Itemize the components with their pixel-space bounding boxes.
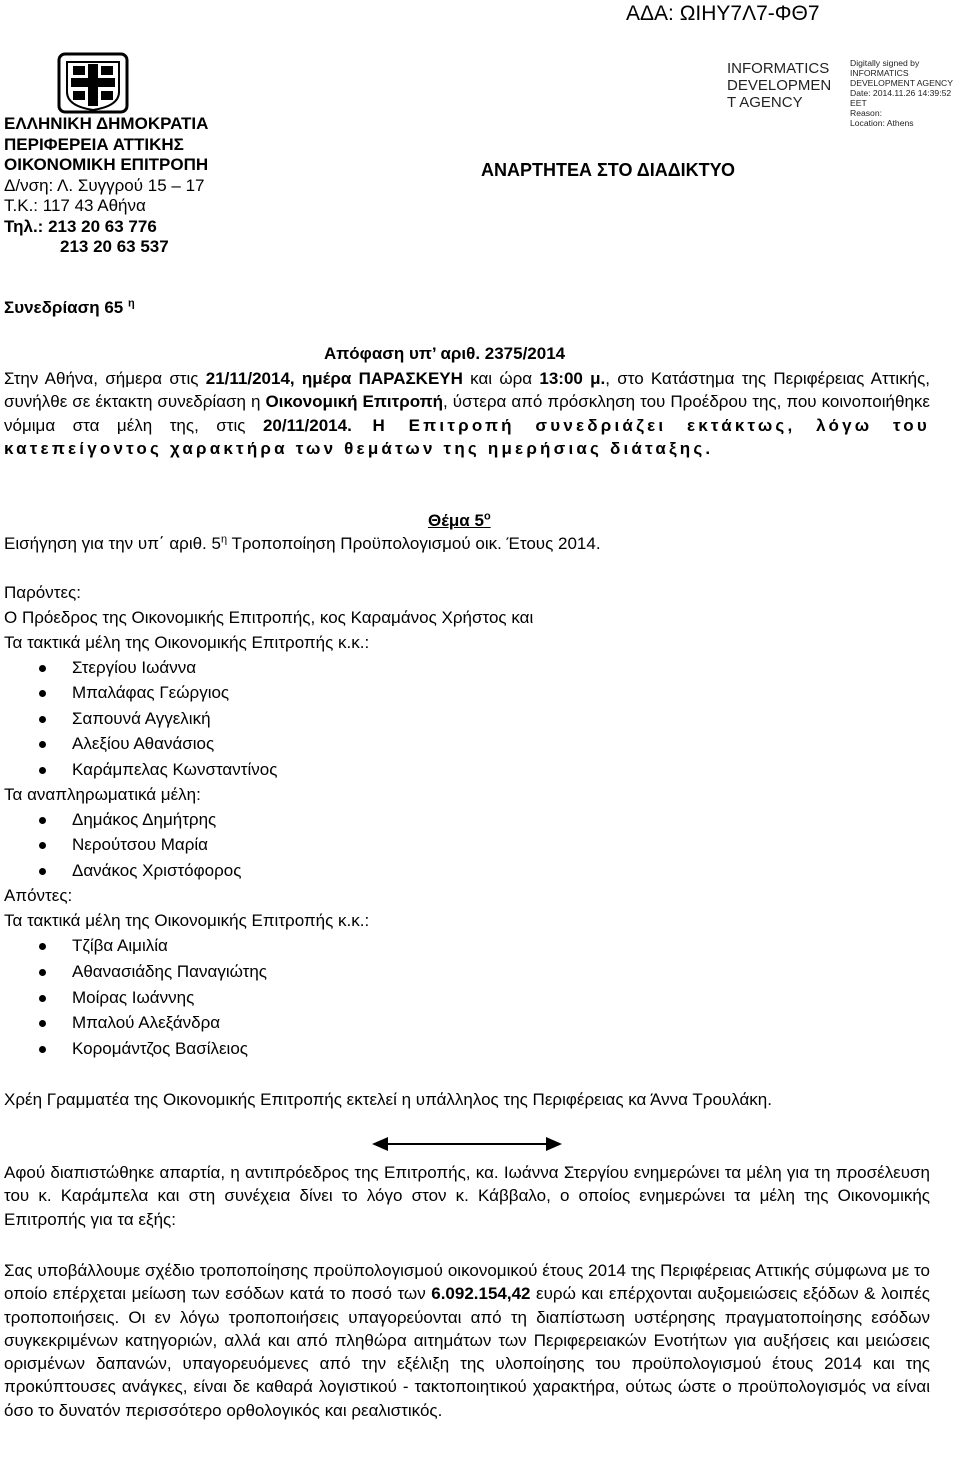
body-amount: 6.092.154,42 xyxy=(431,1284,531,1304)
session-sup: η xyxy=(128,297,135,310)
issuer-line: 213 20 63 537 xyxy=(60,237,169,256)
bullet-icon xyxy=(39,741,46,748)
body-text: Σας υποβάλλουμε σχέδιο τροποποίησης προϋπολογισμού οικονομικού έτους 2014 της Περιφέρειας Αττικής σύμφωνα με το οποίο επέρχεται μείωση των εσόδων κατά το ποσό των xyxy=(4,1261,930,1304)
member-name: Αθανασιάδης Παναγιώτης xyxy=(72,962,267,981)
proposal-text: Εισήγηση για την υπ΄ αριθ. 5 xyxy=(4,534,221,553)
topic-title xyxy=(428,511,491,531)
quorum-paragraph: Αφού διαπιστώθηκε απαρτία, η αντιπρόεδρος της Επιτροπής, κα. Ιωάννα Στεργίου ενημερώνει τα μέλη για τη προσέλευση του κ. Καράμπελα και στη συνέχεια δίνει το λόγο στον κ. Κάββαλο, ο οποίος ενημερώνει τα μέλη της Οικονομικής Επιτροπής για τα εξής: xyxy=(4,1163,930,1229)
proposal-sup: η xyxy=(220,533,228,546)
signature-line: DEVELOPMENT AGENCY xyxy=(850,78,953,88)
issuer-line: ΠΕΡΙΦΕΡΕΙΑ ΑΤΤΙΚΗΣ xyxy=(4,134,184,154)
present-label: Παρόντες: xyxy=(4,583,81,602)
bullet-icon xyxy=(39,995,46,1002)
issuer-line: ΕΛΛΗΝΙΚΗ ΔΗΜΟΚΡΑΤΙΑ xyxy=(4,114,209,133)
intro-text: , ύστερα από πρόσκληση του Προέδρου της, που κοινοποιήθηκε νόμιμα στα μέλη της, στις xyxy=(4,392,930,435)
issuer-line: Τηλ.: 213 20 63 776 xyxy=(4,216,157,236)
alternate-members-label: Τα αναπληρωματικά μέλη: xyxy=(4,785,201,804)
issuer-line: ΟΙΚΟΝΟΜΙΚΗ ΕΠΙΤΡΟΠΗ xyxy=(4,155,209,174)
signature-line: Location: Athens xyxy=(850,118,914,128)
member-name: Στεργίου Ιωάννα xyxy=(72,658,197,677)
issuer-line: Δ/νση: Λ. Συγγρού 15 – 17 xyxy=(4,175,205,195)
signature-line: Reason: xyxy=(850,108,883,118)
bullet-icon xyxy=(39,969,46,976)
session-label: Συνεδρίαση 65 xyxy=(4,298,124,317)
member-name: Μπαλού Αλεξάνδρα xyxy=(72,1013,221,1032)
bullet-icon xyxy=(39,767,46,774)
member-name: Μπαλάφας Γεώργιος xyxy=(72,683,230,702)
session-number xyxy=(4,298,135,318)
intro-text: , στο Κατάστημα της Περιφέρειας Αττικής, συνήλθε σε έκτακτη συνεδρίαση η xyxy=(4,369,931,412)
member-name: Δανάκος Χριστόφορος xyxy=(72,861,242,880)
topic-sup: ο xyxy=(483,510,491,523)
greek-coat-of-arms-icon xyxy=(57,52,129,114)
signature-line: Digitally signed by xyxy=(850,58,920,68)
absent-label: Απόντες: xyxy=(4,886,73,905)
bullet-icon xyxy=(39,842,46,849)
signature-line: INFORMATICS xyxy=(850,68,909,78)
signature-agency xyxy=(727,60,831,111)
intro-text: και ώρα xyxy=(462,369,540,388)
double-arrow-divider-icon xyxy=(372,1137,562,1151)
intro-text: Στην Αθήνα, σήμερα στις xyxy=(4,369,206,388)
chair-line: Ο Πρόεδρος της Οικονομικής Επιτροπής, κος Καραμάνος Χρήστος και xyxy=(4,608,534,627)
agency-line: T AGENCY xyxy=(727,94,803,111)
issuer-line: Τ.Κ.: 117 43 Αθήνα xyxy=(4,196,146,215)
bullet-icon xyxy=(39,690,46,697)
bullet-icon xyxy=(39,1020,46,1027)
issuer-block xyxy=(4,114,208,258)
member-name: Νερούτσου Μαρία xyxy=(72,835,208,854)
bullet-icon xyxy=(39,665,46,672)
signature-line: EET xyxy=(850,98,867,108)
digital-signature xyxy=(850,58,953,128)
member-name: Δημάκος Δημήτρης xyxy=(72,810,217,829)
intro-date: 21/11/2014, ημέρα ΠΑΡΑΣΚΕΥΗ xyxy=(205,369,463,388)
regular-members-label: Τα τακτικά μέλη της Οικονομικής Επιτροπής κ.κ.: xyxy=(4,633,370,652)
member-name: Τζίβα Αιμιλία xyxy=(72,936,168,955)
decision-number: Απόφαση υπ’ αριθ. 2375/2014 xyxy=(324,344,566,363)
member-name: Καράμπελας Κωνσταντίνος xyxy=(72,760,278,779)
body-text: ευρώ και επέρχονται αυξομειώσεις εξόδων & λοιπές τροποποιήσεις. Οι εν λόγω τροποποιήσεις υπαγορεύονται από τη διαπίστωση υστέρησης πραγματοποίησης εσόδων συγκεκριμένων κατηγοριών, αλλά και από πληθώρα αιτημάτων των Περιφερειακών Ενοτήτων για αυξήσεις και μειώσεις ορισμένων δαπανών, υπαγορευόμενες από την εξέλιξη της υλοποίησης του προϋπολογισμού έτους 2014 και της προκύπτουσες ανάγκες, είναι δε καθαρά λογιστικού - τακτοποιητικού χαρακτήρα, ούτως ώστε ο προϋπολογισμός να είναι όσο το δυνατόν περισσότερο ορθολογικός και ρεαλιστικός. xyxy=(4,1284,930,1420)
bullet-icon xyxy=(39,868,46,875)
body-paragraph xyxy=(4,1259,930,1422)
intro-time: 13:00 μ. xyxy=(539,369,606,388)
intro-invite-date: 20/11/2014. xyxy=(262,415,352,435)
intro-paragraph xyxy=(4,367,930,460)
bullet-icon xyxy=(39,716,46,723)
topic-label: Θέμα 5 xyxy=(428,511,484,530)
member-name: Σαπουνά Αγγελική xyxy=(72,709,211,728)
proposal-text: Τροποποίηση Προϋπολογισμού οικ. Έτους 2014. xyxy=(227,534,601,553)
secretary-paragraph: Χρέη Γραμματέα της Οικονομικής Επιτροπής εκτελεί η υπάλληλος της Περιφέρειας κα Άννα Τρουλάκη. xyxy=(4,1090,772,1109)
signature-line: Date: 2014.11.26 14:39:52 xyxy=(850,88,952,98)
bullet-icon xyxy=(39,943,46,950)
agency-line: INFORMATICS xyxy=(727,60,830,77)
bullet-icon xyxy=(39,817,46,824)
absent-regular-label: Τα τακτικά μέλη της Οικονομικής Επιτροπής κ.κ.: xyxy=(4,911,370,930)
bullet-icon xyxy=(39,1046,46,1053)
proposal-line xyxy=(4,534,601,554)
ada-code: ΑΔΑ: ΩΙΗΥ7Λ7-ΦΘ7 xyxy=(626,2,820,25)
agency-line: DEVELOPMEN xyxy=(727,77,832,94)
member-name: Αλεξίου Αθανάσιος xyxy=(72,734,215,753)
member-name: Μοίρας Ιωάννης xyxy=(72,988,195,1007)
intro-committee: Οικονομική Επιτροπή xyxy=(265,392,444,412)
intro-urgent: Η Επιτροπή συνεδριάζει εκτάκτως, λόγω του κατεπείγοντος χαρακτήρα των θεμάτων της ημερήσιας διάταξης. xyxy=(4,415,930,458)
member-name: Κορομάντζος Βασίλειος xyxy=(72,1039,248,1058)
internet-notice: ΑΝΑΡΤΗΤΕΑ ΣΤΟ ΔΙΑΔΙΚΤΥΟ xyxy=(481,160,735,180)
